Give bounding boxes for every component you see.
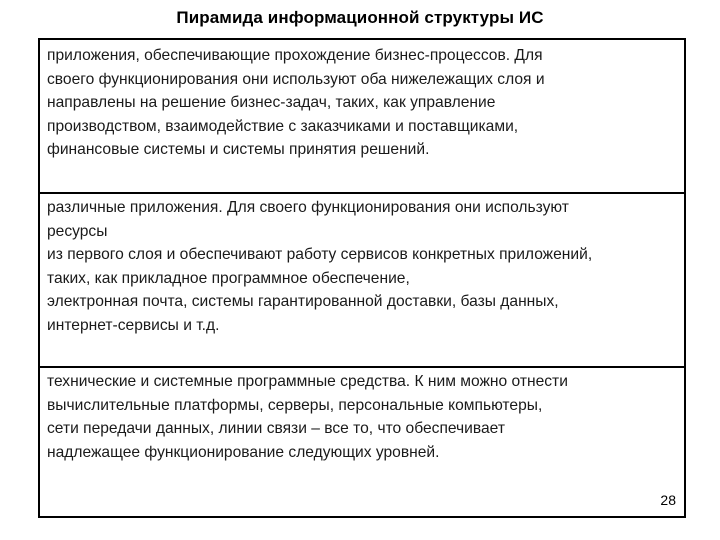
text-line: вычислительные платформы, серверы, персональные компьютеры, <box>47 396 543 414</box>
text-line: из первого слоя и обеспечивают работу сервисов конкретных приложений, <box>47 246 593 263</box>
text-line: электронная почта, системы гарантированной доставки, базы данных, <box>47 293 559 310</box>
text-line: производством, взаимодействие с заказчиками и поставщиками, <box>47 117 519 135</box>
page-number: 28 <box>660 492 676 508</box>
text-line: сети передачи данных, линии связи – все то, что обеспечивает <box>47 420 505 437</box>
text-line: ресурсы <box>47 222 108 240</box>
page-title: Пирамида информационной структуры ИС <box>176 8 544 27</box>
text-line: таких, как прикладное программное обеспечение, <box>47 269 410 287</box>
text-line: своего функционирования они используют оба нижележащих слоя и <box>47 70 545 88</box>
infrastructure-layer-section <box>40 368 684 516</box>
text-line: направлены на решение бизнес-задач, таких, как управление <box>47 94 496 111</box>
text-line: финансовые системы и системы принятия решений. <box>47 141 430 158</box>
text-line: различные приложения. Для своего функционирования они используют <box>47 199 569 216</box>
pyramid-structure-box <box>38 38 686 518</box>
text-line: интернет-сервисы и т.д. <box>47 316 220 334</box>
text-line: приложения, обеспечивающие прохождение бизнес-процессов. Для <box>47 47 543 64</box>
text-line: надлежащее функционирование следующих уровней. <box>47 443 440 461</box>
service-layer-section <box>40 194 684 366</box>
application-layer-section <box>40 40 684 192</box>
text-line: технические и системные программные средства. К ним можно отнести <box>47 373 568 390</box>
